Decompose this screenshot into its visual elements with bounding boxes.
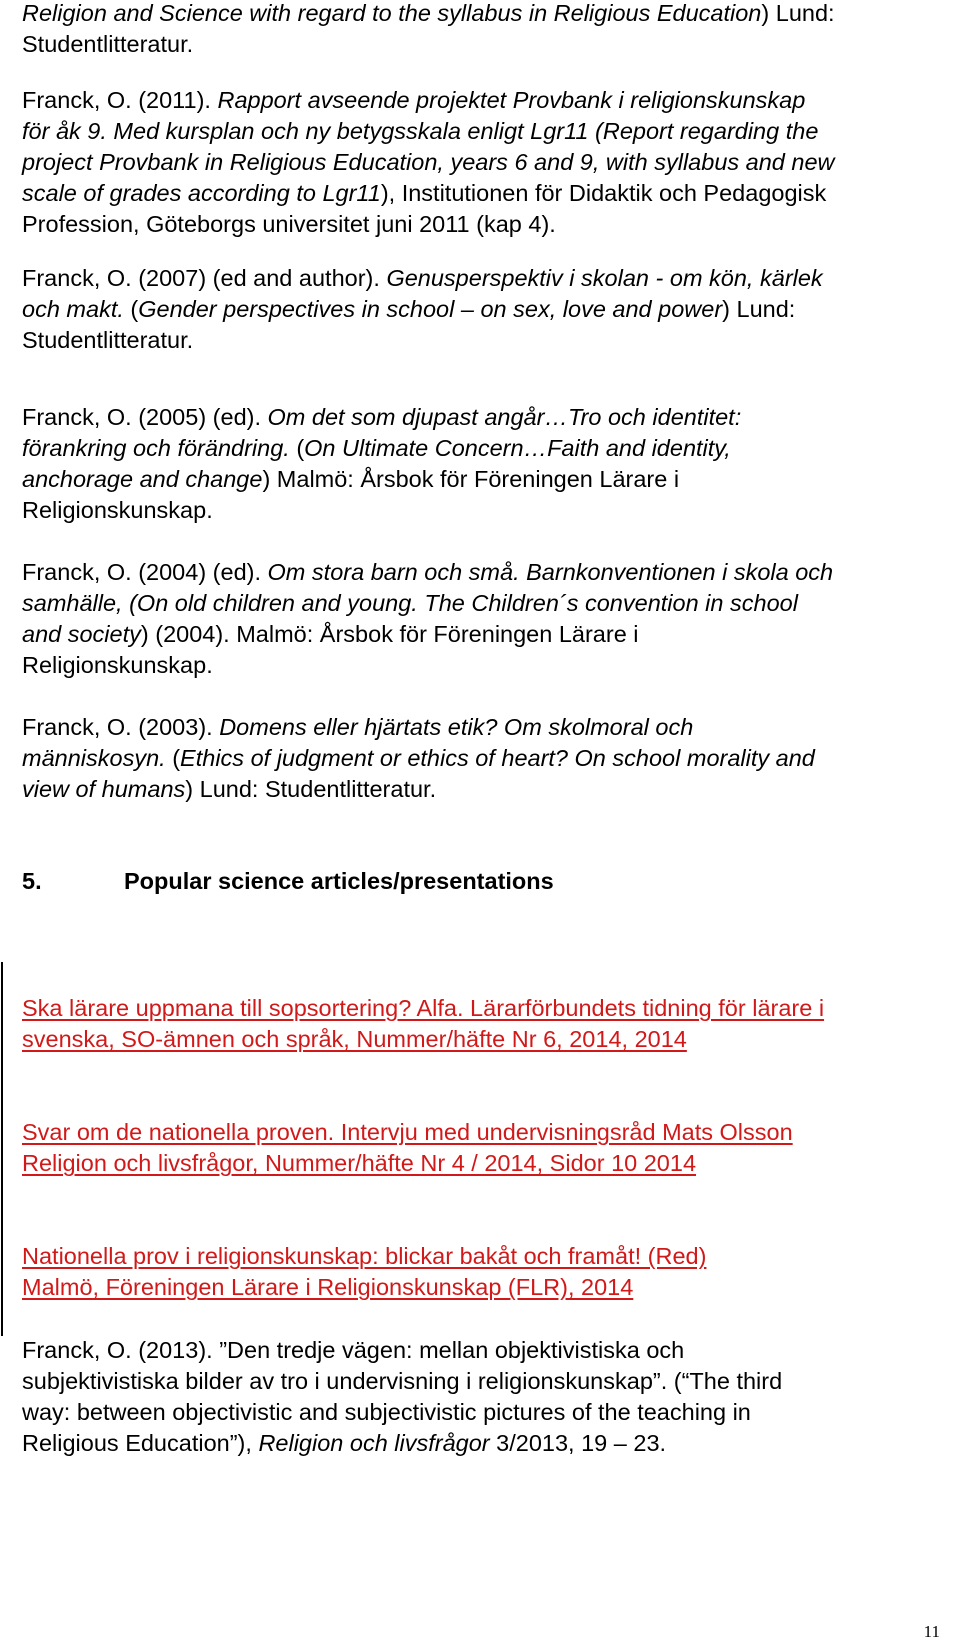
reference-text: ) Lund: (761, 0, 835, 26)
italic-text: människosyn. (22, 745, 166, 771)
reference-line (22, 1335, 942, 1366)
italic-text: samhälle, (On old children and young. The Children´s convention in school (22, 590, 798, 616)
reference-entry (22, 1335, 942, 1459)
link-text[interactable]: Religion och livsfrågor, Nummer/häfte Nr 4 / 2014, Sidor 10 2014 (22, 1150, 697, 1176)
reference-line (22, 743, 942, 774)
italic-text: och makt. (22, 296, 124, 322)
reference-text: Religionskunskap. (22, 652, 213, 678)
link-line (22, 1148, 942, 1179)
article-link[interactable] (22, 1117, 942, 1179)
italic-text: Om det som djupast angår…Tro och identitet: (267, 404, 742, 430)
reference-line (22, 325, 942, 356)
reference-text: Religionskunskap. (22, 497, 213, 523)
reference-text: ( (165, 745, 181, 771)
reference-entry (22, 263, 942, 356)
link-text[interactable]: Malmö, Föreningen Lärare i Religionskunskap (FLR), 2014 (22, 1274, 634, 1300)
article-link[interactable] (22, 993, 942, 1055)
reference-text: Franck, O. (2013). ”Den tredje vägen: mellan objektivistiska och (22, 1337, 685, 1363)
reference-line (22, 774, 942, 805)
reference-line (22, 294, 942, 325)
reference-entry (22, 557, 942, 681)
reference-line (22, 263, 942, 294)
reference-line (22, 0, 942, 29)
reference-text: subjektivistiska bilder av tro i undervisning i religionskunskap”. (“The third (22, 1368, 783, 1394)
reference-line (22, 588, 942, 619)
italic-text: Gender perspectives in school – on sex, love and power (138, 296, 723, 322)
link-line (22, 1241, 942, 1272)
link-line (22, 1024, 942, 1055)
reference-line (22, 116, 942, 147)
reference-line (22, 1428, 942, 1459)
article-link[interactable] (22, 1241, 942, 1303)
reference-text: ) Malmö: Årsbok för Föreningen Lärare i (262, 466, 680, 492)
change-bar (1, 962, 3, 1336)
reference-entry (22, 712, 942, 805)
reference-line (22, 1397, 942, 1428)
italic-text: and society (22, 621, 141, 647)
italic-text: project Provbank in Religious Education, years 6 and 9, with syllabus and new (22, 149, 835, 175)
reference-line (22, 712, 942, 743)
reference-text: Franck, O. (2007) (ed and author). (22, 265, 387, 291)
italic-text: Religion and Science with regard to the syllabus in Religious Education (22, 0, 762, 26)
reference-line (22, 402, 942, 433)
link-line (22, 1117, 942, 1148)
reference-line (22, 1366, 942, 1397)
page-number: 11 (923, 1622, 940, 1641)
reference-line (22, 495, 942, 526)
link-line (22, 1272, 942, 1303)
italic-text: On Ultimate Concern…Faith and identity, (304, 435, 731, 461)
section-title: Popular science articles/presentations (124, 868, 554, 894)
italic-text: view of humans (22, 776, 186, 802)
reference-text: Franck, O. (2011). (22, 87, 218, 113)
reference-line (22, 209, 942, 240)
italic-text: Religion och livsfrågor (258, 1430, 490, 1456)
reference-text: Studentlitteratur. (22, 31, 194, 57)
link-text[interactable]: svenska, SO-ämnen och språk, Nummer/häfte Nr 6, 2014, 2014 (22, 1026, 687, 1052)
italic-text: anchorage and change (22, 466, 263, 492)
reference-text: ( (123, 296, 139, 322)
reference-text: way: between objectivistic and subjectivistic pictures of the teaching in (22, 1399, 751, 1425)
reference-text: ) (2004). Malmö: Årsbok för Föreningen Lärare i (140, 621, 639, 647)
italic-text: Ethics of judgment or ethics of heart? On school morality and (180, 745, 815, 771)
reference-line (22, 464, 942, 495)
reference-entry (22, 85, 942, 240)
link-text[interactable]: Nationella prov i religionskunskap: blickar bakåt och framåt! (Red) (22, 1243, 707, 1269)
reference-line (22, 433, 942, 464)
reference-line (22, 619, 942, 650)
reference-line (22, 557, 942, 588)
reference-text: 3/2013, 19 – 23. (489, 1430, 667, 1456)
italic-text: Rapport avseende projektet Provbank i religionskunskap (217, 87, 806, 113)
reference-text: Religious Education”), (22, 1430, 259, 1456)
italic-text: för åk 9. Med kursplan och ny betygsskala enligt Lgr11 (Report regarding the (22, 118, 819, 144)
reference-line (22, 29, 942, 60)
link-text[interactable]: Ska lärare uppmana till sopsortering? Alfa. Lärarförbundets tidning för lärare i (22, 995, 825, 1021)
reference-text: ), Institutionen för Didaktik och Pedagogisk (380, 180, 827, 206)
reference-text: ( (289, 435, 305, 461)
italic-text: Genusperspektiv i skolan - om kön, kärlek (386, 265, 823, 291)
reference-text: Franck, O. (2003). (22, 714, 220, 740)
reference-text: Franck, O. (2005) (ed). (22, 404, 268, 430)
reference-line (22, 147, 942, 178)
reference-text: ) Lund: (722, 296, 796, 322)
reference-text: Profession, Göteborgs universitet juni 2011 (kap 4). (22, 211, 556, 237)
reference-line (22, 85, 942, 116)
reference-line (22, 178, 942, 209)
italic-text: förankring och förändring. (22, 435, 290, 461)
reference-line (22, 650, 942, 681)
reference-text: ) Lund: Studentlitteratur. (185, 776, 437, 802)
reference-text: Studentlitteratur. (22, 327, 194, 353)
italic-text: Domens eller hjärtats etik? Om skolmoral och (219, 714, 694, 740)
reference-entry (22, 0, 942, 60)
link-text[interactable]: Svar om de nationella proven. Intervju med undervisningsråd Mats Olsson (22, 1119, 793, 1145)
italic-text: scale of grades according to Lgr11 (22, 180, 381, 206)
section-number: 5. (22, 868, 42, 894)
reference-entry (22, 402, 942, 526)
link-line (22, 993, 942, 1024)
italic-text: Om stora barn och små. Barnkonventionen i skola och (267, 559, 834, 585)
reference-text: Franck, O. (2004) (ed). (22, 559, 268, 585)
